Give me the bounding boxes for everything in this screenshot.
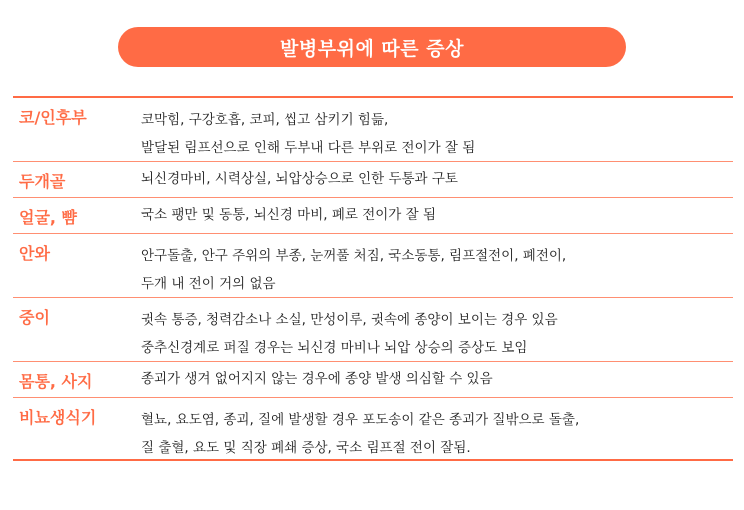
description-line: 안구돌출, 안구 주위의 부종, 눈꺼풀 처짐, 국소동통, 림프절전이, 폐전이,	[141, 248, 567, 264]
row-description	[141, 298, 733, 362]
description-line: 중추신경계로 퍼질 경우는 뇌신경 마비나 뇌압 상승의 증상도 보임	[141, 340, 528, 356]
table-row	[13, 198, 733, 234]
row-site: 두개골	[19, 172, 66, 191]
description-line: 귓속 통증, 청력감소나 소실, 만성이루, 귓속에 종양이 보이는 경우 있음	[141, 312, 558, 328]
row-description	[141, 234, 733, 298]
description-line: 질 출혈, 요도 및 직장 폐쇄 증상, 국소 림프절 전이 잘됨.	[141, 440, 471, 456]
table-row	[13, 398, 733, 461]
title-banner	[118, 27, 626, 67]
page-title: 발병부위에 따른 증상	[280, 37, 464, 60]
row-site: 비뇨생식기	[19, 408, 97, 427]
row-description	[141, 362, 733, 390]
row-description	[141, 162, 733, 190]
description-line: 혈뇨, 요도염, 종괴, 질에 발생할 경우 포도송이 같은 종괴가 질밖으로 돌출,	[141, 412, 580, 428]
symptom-table	[13, 96, 733, 461]
row-site: 중이	[19, 308, 50, 327]
table-row	[13, 234, 733, 298]
table-row	[13, 362, 733, 398]
row-description	[141, 98, 733, 162]
description-line: 종괴가 생겨 없어지지 않는 경우에 종양 발생 의심할 수 있음	[141, 371, 493, 387]
description-line: 코막힘, 구강호흡, 코피, 씹고 삼키기 힘듦,	[141, 112, 389, 128]
table-row	[13, 298, 733, 362]
row-site: 얼굴, 뺨	[19, 208, 78, 227]
description-line: 발달된 림프선으로 인해 두부내 다른 부위로 전이가 잘 됨	[141, 140, 476, 156]
description-line: 국소 팽만 및 동통, 뇌신경 마비, 폐로 전이가 잘 됨	[141, 207, 436, 223]
row-description	[141, 198, 733, 226]
description-line: 뇌신경마비, 시력상실, 뇌압상승으로 인한 두통과 구토	[141, 171, 458, 187]
description-line: 두개 내 전이 거의 없음	[141, 276, 276, 292]
row-site: 안와	[19, 244, 50, 263]
table-row	[13, 98, 733, 162]
row-site: 몸통, 사지	[19, 372, 93, 391]
row-description	[141, 398, 733, 462]
row-site: 코/인후부	[19, 108, 87, 127]
table-row	[13, 162, 733, 198]
